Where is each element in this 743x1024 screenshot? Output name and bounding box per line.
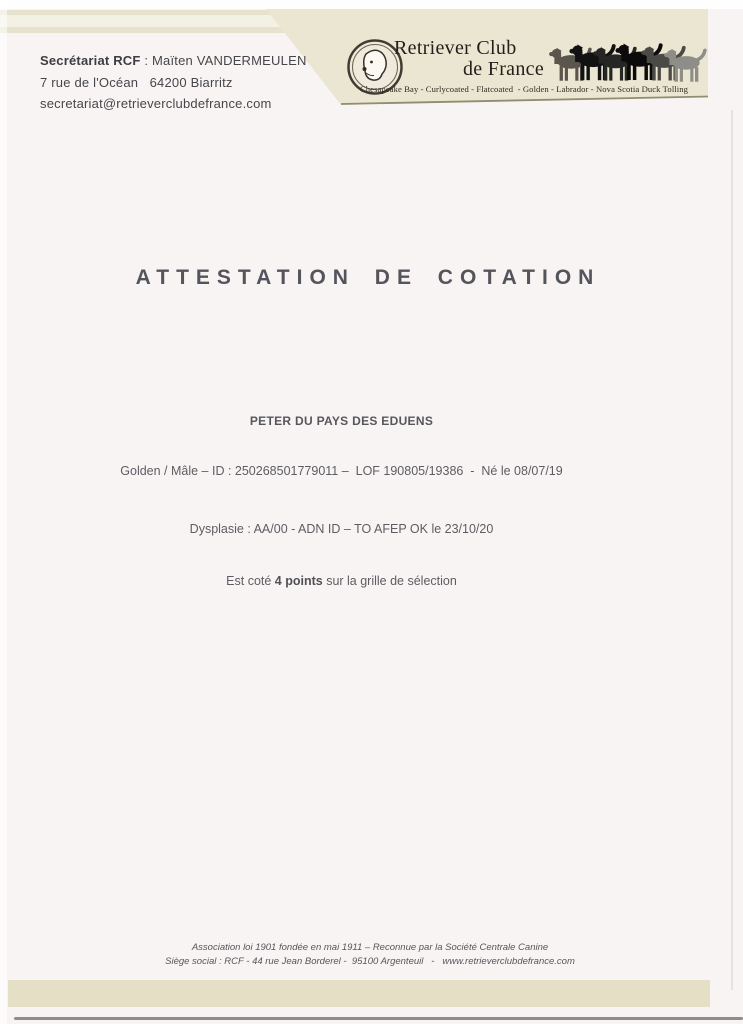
- secretariat-address: 7 rue de l'Océan 64200 Biarritz: [40, 74, 233, 90]
- rating-suffix: sur la grille de sélection: [322, 574, 457, 588]
- scan-right-edge-line: [731, 110, 733, 990]
- scan-bottom-edge-line: [14, 1017, 743, 1020]
- scan-left-edge: [0, 0, 7, 1024]
- letterhead-left-strip-highlight: [0, 15, 284, 27]
- footer-association-line: Association loi 1901 fondée en mai 1911 – Reconnue par la Société Centrale Canine: [191, 942, 549, 953]
- club-name-block: [394, 38, 544, 80]
- identity-line: Golden / Mâle – ID : 250268501779011 – LOF 190805/19386 - Né le 08/07/19: [120, 464, 563, 478]
- club-name-line2: de France: [463, 58, 544, 80]
- secretariat-name: : Maïten VANDERMEULEN: [140, 53, 307, 68]
- dog-name-line: PETER DU PAYS DES EDUENS: [249, 414, 434, 428]
- secretariat-email: secretariat@retrieverclubdefrance.com: [40, 96, 272, 111]
- rating-points-value: 4 points: [274, 574, 323, 588]
- secretariat-line: [40, 50, 340, 72]
- rating-prefix: Est coté: [226, 574, 275, 588]
- secretariat-label: Secrétariat RCF: [40, 53, 141, 68]
- retriever-silhouettes-icon: [546, 38, 708, 90]
- document-title: ATTESTATION DE COTATION: [135, 266, 601, 289]
- rating-line: [0, 574, 683, 588]
- health-line: Dysplasie : AA/00 - ADN ID – TO AFEP OK le 23/10/20: [189, 522, 494, 536]
- bottom-beige-band: [8, 980, 710, 1007]
- footer-siege-line: Siège social : RCF - 44 rue Jean Borderel - 95100 Argenteuil - www.retrieverclubdefrance.com: [165, 956, 575, 967]
- secretariat-contact-block: [40, 50, 340, 115]
- breed-list-line: Chesapeake Bay - Curlycoated - Flatcoated - Golden - Labrador - Nova Scotia Duck Tolling: [359, 84, 689, 94]
- club-name-line1: Retriever Club: [394, 37, 517, 59]
